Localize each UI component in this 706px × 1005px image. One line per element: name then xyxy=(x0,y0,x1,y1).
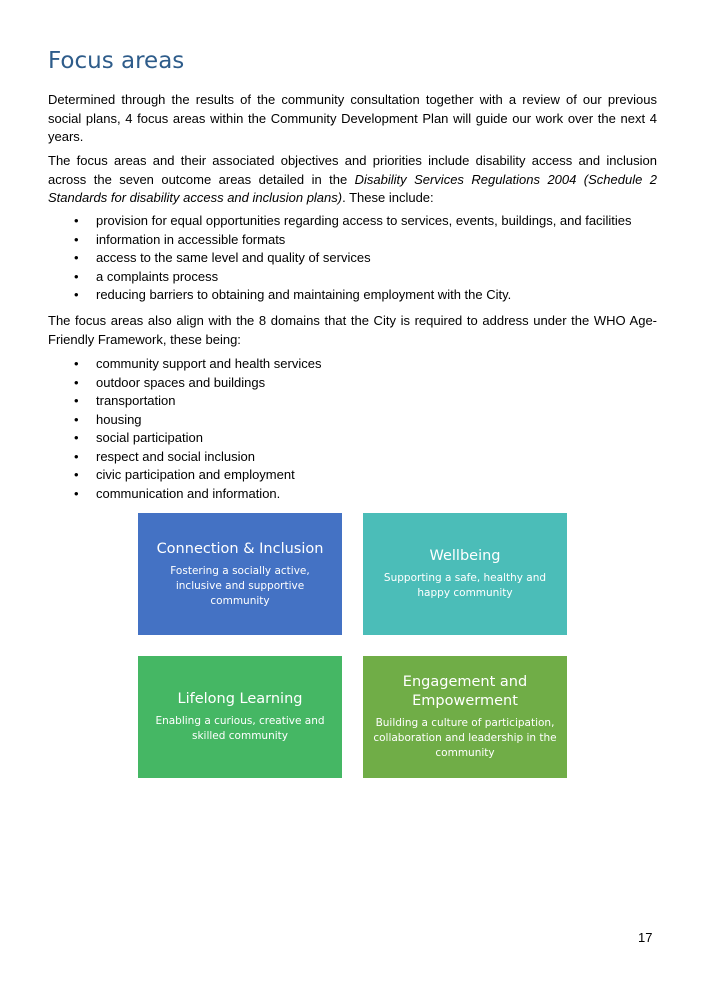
who-domains-list xyxy=(48,355,657,503)
focus-tile-description: Fostering a socially active, inclusive and supportive community xyxy=(170,564,310,607)
focus-tile-title: Engagement and Empowerment xyxy=(402,674,528,709)
list-item: • reducing barriers to obtaining and maintaining employment with the City. xyxy=(48,286,657,305)
list-item: • information in accessible formats xyxy=(48,231,657,250)
regulations-citation: Disability Services Regulations 2004 (Schedule 2 Standards for disability access and inclusion plans) xyxy=(48,171,657,205)
who-paragraph: The focus areas also align with the 8 domains that the City is required to address under the WHO Age-Friendly Framework, these being: xyxy=(48,313,657,347)
disability-paragraph-end: . These include: xyxy=(342,190,434,205)
focus-tile-engagement-empowerment xyxy=(363,656,567,778)
list-item: • communication and information. xyxy=(48,485,657,504)
focus-tile-title: Wellbeing xyxy=(429,548,501,564)
list-item: • transportation xyxy=(48,392,657,411)
focus-tile-description: Enabling a curious, creative and skilled community xyxy=(155,715,325,742)
list-item: • provision for equal opportunities regarding access to services, events, buildings, and facilities xyxy=(48,212,657,231)
page-title: Focus areas xyxy=(48,48,185,74)
intro-paragraph: Determined through the results of the community consultation together with a review of our previous social plans, 4 focus areas within the Community Development Plan will guide our work over the next 4 years. xyxy=(48,92,657,144)
disability-paragraph xyxy=(48,152,657,208)
disability-paragraph-text: The focus areas and their associated objectives and priorities include disability access and inclusion across the seven outcome areas detailed in the xyxy=(48,153,657,187)
focus-tile-description: Supporting a safe, healthy and happy community xyxy=(383,572,547,599)
disability-outcomes-list xyxy=(48,212,657,305)
list-item: • housing xyxy=(48,411,657,430)
focus-tile-title: Lifelong Learning xyxy=(177,691,303,707)
focus-tile-wellbeing xyxy=(363,513,567,635)
page-number: 17 xyxy=(638,930,653,945)
focus-tile-connection-inclusion xyxy=(138,513,342,635)
focus-tile-title: Connection & Inclusion xyxy=(156,540,324,557)
list-item: • outdoor spaces and buildings xyxy=(48,374,657,393)
focus-tile-description: Building a culture of participation, collaboration and leadership in the community xyxy=(373,717,557,759)
list-item: • a complaints process xyxy=(48,268,657,287)
list-item: • access to the same level and quality of services xyxy=(48,249,657,268)
focus-tile-lifelong-learning xyxy=(138,656,342,778)
list-item: • respect and social inclusion xyxy=(48,448,657,467)
list-item: • civic participation and employment xyxy=(48,466,657,485)
list-item: • social participation xyxy=(48,429,657,448)
list-item: • community support and health services xyxy=(48,355,657,374)
